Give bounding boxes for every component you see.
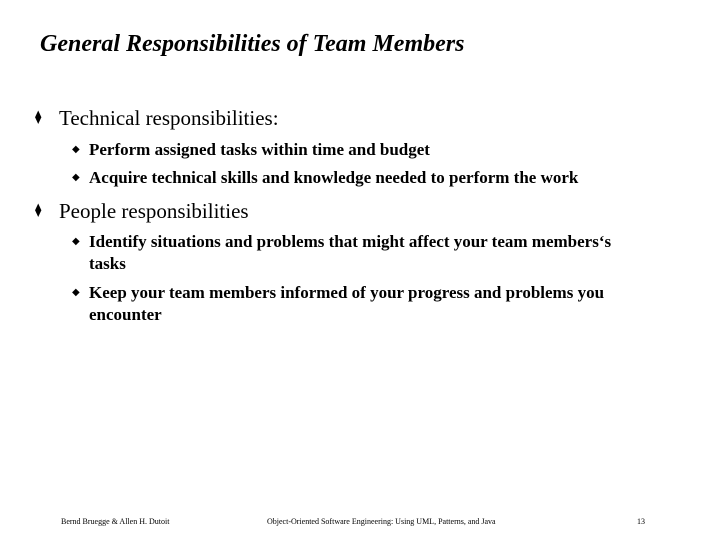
footer-page-number: 13 [637,517,645,526]
bullet-text: Technical responsibilities: [59,106,279,130]
sub-bullet-text: Acquire technical skills and knowledge needed to perform the work [89,168,579,187]
sub-bullet-identify-situations [72,231,617,275]
diamond-bullet-icon: ◆ [72,172,80,183]
diamond-bullet-icon: ◆ [72,236,80,247]
sub-bullet-text: Keep your team members informed of your progress and problems you encounter [89,283,605,324]
footer-authors: Bernd Bruegge & Allen H. Dutoit [61,517,170,526]
sub-bullet-acquire-skills [72,167,692,189]
diamond-bullet-icon: ⧫ [35,109,42,124]
sub-bullet-text: Identify situations and problems that might affect your team members‘s tasks [89,232,612,273]
slide-title: General Responsibilities of Team Members [40,31,465,57]
sub-bullet-perform-tasks [72,139,682,161]
diamond-bullet-icon: ◆ [72,144,80,155]
footer-book-title: Object-Oriented Software Engineering: Using UML, Patterns, and Java [267,517,496,526]
sub-bullet-text: Perform assigned tasks within time and budget [89,140,430,159]
diamond-bullet-icon: ◆ [72,287,80,298]
bullet-text: People responsibilities [59,199,249,223]
sub-bullet-keep-informed [72,282,672,326]
diamond-bullet-icon: ⧫ [35,202,42,217]
